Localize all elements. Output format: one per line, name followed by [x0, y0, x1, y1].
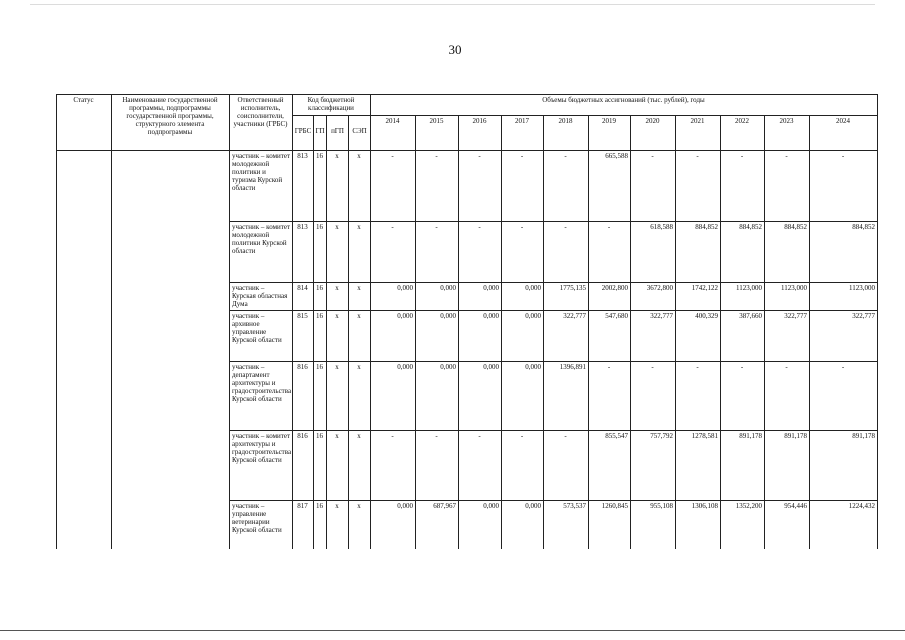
- row-value: 0,000: [483, 502, 499, 510]
- row-value: -: [478, 152, 481, 160]
- header-code-col: ГРБС: [294, 127, 312, 135]
- row-code: х: [335, 312, 339, 320]
- header-year: 2017: [515, 117, 529, 125]
- row-value: 2002,800: [601, 284, 628, 292]
- row-value: 0,000: [440, 363, 456, 371]
- header-year: 2019: [602, 117, 616, 125]
- row-value: -: [841, 363, 845, 371]
- row-value: 322,777: [784, 312, 807, 320]
- row-code: х: [357, 312, 361, 320]
- row-value: 0,000: [397, 502, 413, 510]
- row-value: 1352,200: [735, 502, 762, 510]
- row-code: х: [335, 284, 339, 292]
- row-code: 813: [297, 223, 308, 231]
- row-code: 16: [316, 432, 323, 440]
- row-code: 16: [316, 502, 323, 510]
- header-budget-code: Код бюджетной классификации: [307, 96, 355, 112]
- row-value: 0,000: [440, 284, 456, 292]
- row-value: 884,852: [852, 223, 875, 231]
- row-executor: участник – управление ветеринарии Курской области: [232, 502, 282, 534]
- row-code: х: [357, 363, 361, 371]
- row-code: х: [357, 432, 361, 440]
- row-value: -: [564, 152, 567, 160]
- year-column-rule: [415, 115, 416, 549]
- header-status: Статус: [73, 96, 94, 104]
- row-value: -: [478, 432, 481, 440]
- column-rule: [292, 94, 293, 549]
- code-column-rule: [313, 115, 314, 549]
- row-value: 322,777: [563, 312, 586, 320]
- column-rule: [877, 94, 878, 549]
- row-value: 891,178: [852, 432, 875, 440]
- year-column-rule: [809, 115, 810, 549]
- row-code: 16: [316, 312, 323, 320]
- row-value: 955,108: [650, 502, 673, 510]
- row-value: 1775,135: [559, 284, 586, 292]
- row-value: 1278,581: [691, 432, 718, 440]
- row-value: 1224,432: [848, 502, 875, 510]
- row-value: -: [391, 432, 394, 440]
- row-code: 16: [316, 363, 323, 371]
- year-column-rule: [501, 115, 502, 549]
- header-year: 2020: [645, 117, 660, 125]
- row-value: 1260,845: [601, 502, 628, 510]
- row-code: 813: [297, 152, 308, 160]
- header-year: 2022: [735, 117, 749, 125]
- row-executor: участник – комитет архитектуры и градостроительства Курской области: [232, 432, 292, 464]
- header-year: 2015: [429, 117, 444, 125]
- row-value: 1123,000: [781, 284, 807, 292]
- row-value: -: [520, 432, 524, 440]
- row-code: 16: [316, 223, 323, 231]
- row-value: 387,660: [739, 312, 762, 320]
- row-executor: участник – комитет молодежной политики Курской области: [232, 223, 290, 255]
- row-code: х: [357, 152, 361, 160]
- year-column-rule: [458, 115, 459, 549]
- header-year: 2023: [779, 117, 794, 125]
- row-value: -: [391, 223, 394, 231]
- row-value: 0,000: [483, 363, 499, 371]
- row-code: 814: [297, 284, 308, 292]
- row-value: 1306,108: [691, 502, 718, 510]
- row-code: х: [357, 284, 361, 292]
- row-value: -: [651, 363, 654, 371]
- row-value: 547,680: [605, 312, 628, 320]
- row-value: -: [435, 432, 438, 440]
- row-value: 0,000: [397, 312, 413, 320]
- row-value: 0,000: [397, 363, 413, 371]
- row-value: 884,852: [695, 223, 718, 231]
- row-value: -: [478, 223, 481, 231]
- year-column-rule: [720, 115, 721, 549]
- header-volumes: Объемы бюджетных ассигнований (тыс. рублей), годы: [542, 96, 705, 104]
- year-column-rule: [630, 115, 631, 549]
- row-code: 817: [297, 502, 308, 510]
- row-value: 1396,891: [559, 363, 586, 371]
- row-value: 400,329: [695, 312, 718, 320]
- scan-bottom-edge: [0, 630, 905, 631]
- row-code: х: [335, 223, 339, 231]
- row-code: 816: [297, 432, 308, 440]
- row-code: 815: [297, 312, 308, 320]
- row-value: 322,777: [852, 312, 875, 320]
- row-value: 687,967: [433, 502, 456, 510]
- code-column-rule: [348, 115, 349, 549]
- row-value: -: [785, 363, 788, 371]
- row-value: 891,178: [739, 432, 762, 440]
- row-value: 884,852: [784, 223, 807, 231]
- row-value: -: [607, 223, 611, 231]
- row-value: 0,000: [525, 284, 541, 292]
- row-value: 665,588: [605, 152, 628, 160]
- row-value: -: [391, 152, 394, 160]
- row-value: 0,000: [483, 284, 499, 292]
- page-number: 30: [448, 42, 462, 57]
- row-code: 16: [316, 284, 323, 292]
- row-value: 1742,122: [691, 284, 718, 292]
- header-year: 2016: [472, 117, 487, 125]
- row-value: 0,000: [397, 284, 413, 292]
- header-executor: Ответственный исполнитель, соисполнители, участники (ГРБС): [233, 96, 288, 128]
- row-value: 0,000: [440, 312, 456, 320]
- row-value: -: [520, 223, 524, 231]
- row-value: -: [435, 152, 438, 160]
- row-value: 573,537: [563, 502, 586, 510]
- row-value: 322,777: [650, 312, 673, 320]
- row-executor: участник – Курская областная Дума: [232, 284, 288, 308]
- row-executor: участник – архивное управление Курской области: [232, 312, 282, 344]
- row-value: 0,000: [525, 312, 541, 320]
- row-value: 0,000: [483, 312, 499, 320]
- row-value: -: [696, 363, 699, 371]
- row-value: -: [520, 152, 524, 160]
- row-value: -: [785, 152, 788, 160]
- header-name: Наименование государственной программы, подпрограммы государственной программы, структурного элемента подпрограммы: [122, 96, 218, 136]
- row-code: 16: [316, 152, 323, 160]
- header-year: 2014: [385, 117, 400, 125]
- year-column-rule: [543, 115, 544, 549]
- row-value: 954,446: [784, 502, 807, 510]
- year-column-rule: [588, 115, 589, 549]
- row-code: х: [335, 363, 339, 371]
- row-value: 855,547: [605, 432, 628, 440]
- row-value: -: [651, 152, 654, 160]
- row-code: х: [357, 223, 361, 231]
- row-value: 0,000: [525, 502, 541, 510]
- header-year: 2018: [558, 117, 573, 125]
- row-code: х: [357, 502, 361, 510]
- row-value: -: [696, 152, 699, 160]
- header-year: 2024: [836, 117, 850, 125]
- row-value: -: [564, 432, 567, 440]
- header-year: 2021: [690, 117, 705, 125]
- row-code: х: [335, 432, 339, 440]
- row-value: 1123,000: [736, 284, 762, 292]
- row-value: -: [740, 363, 744, 371]
- column-rule: [370, 94, 371, 549]
- row-value: 618,588: [650, 223, 673, 231]
- year-column-rule: [764, 115, 765, 549]
- row-value: -: [841, 152, 845, 160]
- row-value: -: [607, 363, 611, 371]
- code-column-rule: [326, 115, 327, 549]
- header-code-col: пГП: [331, 127, 344, 135]
- row-executor: участник – комитет молодежной политики и туризма Курской области: [232, 152, 290, 192]
- row-code: х: [335, 502, 339, 510]
- row-value: 891,178: [784, 432, 807, 440]
- row-value: -: [435, 223, 438, 231]
- row-value: 1123,000: [849, 284, 875, 292]
- row-value: 3672,800: [646, 284, 673, 292]
- row-executor: участник – департамент архитектуры и градостроительства Курской области: [232, 363, 292, 403]
- row-value: 757,792: [650, 432, 673, 440]
- row-value: -: [740, 152, 744, 160]
- year-column-rule: [675, 115, 676, 549]
- column-rule: [111, 94, 112, 549]
- header-code-col: СЭП: [352, 127, 367, 135]
- row-code: 816: [297, 363, 308, 371]
- header-code-col: ГП: [315, 127, 325, 135]
- row-code: х: [335, 152, 339, 160]
- row-value: 0,000: [525, 363, 541, 371]
- row-value: 884,852: [739, 223, 762, 231]
- column-rule: [56, 94, 57, 549]
- row-value: -: [564, 223, 567, 231]
